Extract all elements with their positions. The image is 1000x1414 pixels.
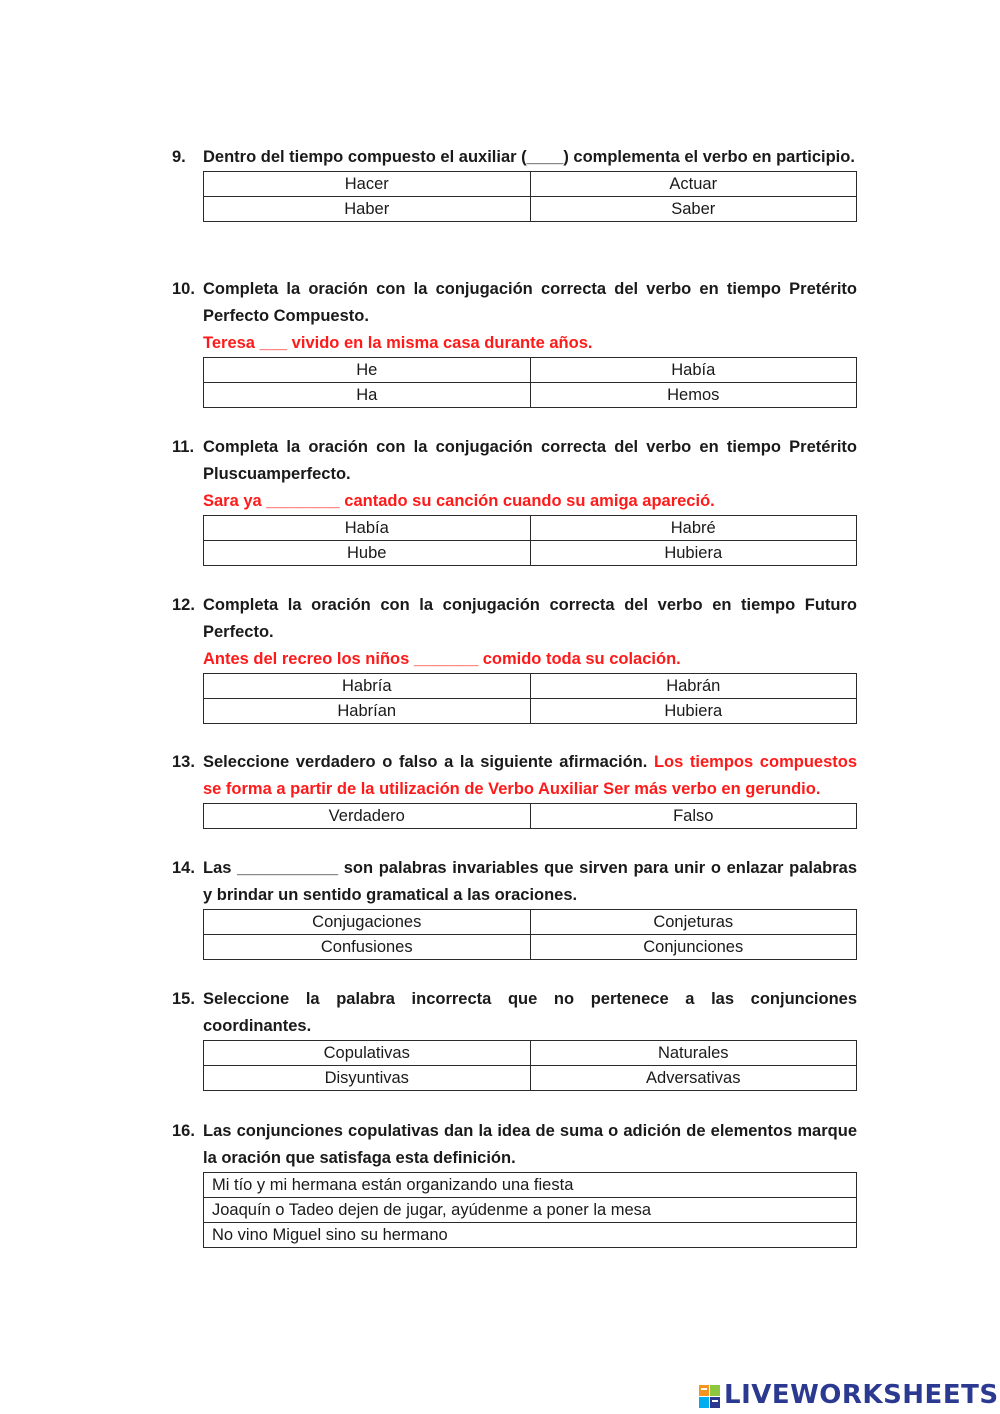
option-true[interactable]: Verdadero	[204, 804, 531, 829]
option[interactable]: Hemos	[530, 383, 857, 408]
option[interactable]: Habría	[204, 674, 531, 699]
question-number: 15.	[172, 990, 195, 1008]
table-row	[204, 1173, 857, 1198]
question-11	[172, 434, 857, 566]
question-15	[172, 986, 857, 1091]
worksheet-logo-icon	[698, 1381, 722, 1409]
question-number: 11.	[172, 438, 195, 456]
table-row	[204, 674, 857, 699]
option[interactable]: He	[204, 358, 531, 383]
question-text: Las ___________ son palabras invariables que sirven para unir o enlazar palabras y brindar un sentido gramatical a las oraciones.	[203, 859, 857, 904]
question-text: Seleccione verdadero o falso a la siguiente afirmación.	[203, 753, 648, 771]
question-12	[172, 592, 857, 724]
question-14	[172, 855, 857, 960]
option[interactable]: Habré	[530, 516, 857, 541]
table-row	[204, 935, 857, 960]
question-statement: Los tiempos compuestos se forma a partir de la utilización de Verbo Auxiliar Ser más verbo en gerundio.	[203, 753, 857, 798]
question-number: 14.	[172, 859, 195, 877]
table-row	[204, 383, 857, 408]
table-row	[204, 804, 857, 829]
table-row	[204, 358, 857, 383]
table-row	[204, 1066, 857, 1091]
option[interactable]: Habrán	[530, 674, 857, 699]
question-13	[172, 749, 857, 829]
question-9	[172, 144, 857, 222]
option-false[interactable]: Falso	[530, 804, 857, 829]
option[interactable]: Confusiones	[204, 935, 531, 960]
option[interactable]: Habrían	[204, 699, 531, 724]
question-sentence: Antes del recreo los niños _______ comido toda su colación.	[203, 650, 681, 668]
question-number: 13.	[172, 753, 195, 771]
option[interactable]: Mi tío y mi hermana están organizando una fiesta	[204, 1173, 857, 1198]
option[interactable]: No vino Miguel sino su hermano	[204, 1223, 857, 1248]
question-sentence: Teresa ___ vivido en la misma casa durante años.	[203, 334, 593, 352]
option[interactable]: Haber	[204, 197, 531, 222]
table-row	[204, 699, 857, 724]
option[interactable]: Saber	[530, 197, 857, 222]
options-table	[203, 1040, 857, 1091]
table-row	[204, 172, 857, 197]
options-table	[203, 803, 857, 829]
question-16	[172, 1118, 857, 1248]
logo-text: LIVEWORKSHEETS	[724, 1380, 999, 1410]
option[interactable]: Conjunciones	[530, 935, 857, 960]
option[interactable]: Copulativas	[204, 1041, 531, 1066]
option[interactable]: Conjugaciones	[204, 910, 531, 935]
option[interactable]: Conjeturas	[530, 910, 857, 935]
question-number: 12.	[172, 596, 195, 614]
table-row	[204, 1198, 857, 1223]
option[interactable]: Hubiera	[530, 699, 857, 724]
question-text: Las conjunciones copulativas dan la idea de suma o adición de elementos marque la oración que satisfaga esta definición.	[203, 1122, 857, 1167]
option[interactable]: Había	[530, 358, 857, 383]
option[interactable]: Adversativas	[530, 1066, 857, 1091]
options-table	[203, 357, 857, 408]
question-sentence: Sara ya ________ cantado su canción cuando su amiga apareció.	[203, 492, 715, 510]
table-row	[204, 197, 857, 222]
question-number: 9.	[172, 148, 186, 166]
question-text: Dentro del tiempo compuesto el auxiliar (____) complementa el verbo en participio.	[203, 148, 855, 166]
table-row	[204, 516, 857, 541]
table-row	[204, 910, 857, 935]
question-number: 16.	[172, 1122, 195, 1140]
options-table	[203, 673, 857, 724]
option[interactable]: Disyuntivas	[204, 1066, 531, 1091]
option[interactable]: Hacer	[204, 172, 531, 197]
option[interactable]: Hube	[204, 541, 531, 566]
liveworksheets-logo	[698, 1378, 999, 1412]
option[interactable]: Actuar	[530, 172, 857, 197]
question-text: Completa la oración con la conjugación correcta del verbo en tiempo Pretérito Pluscuamperfecto.	[203, 438, 857, 483]
option[interactable]: Ha	[204, 383, 531, 408]
option[interactable]: Hubiera	[530, 541, 857, 566]
options-table	[203, 515, 857, 566]
option[interactable]: Joaquín o Tadeo dejen de jugar, ayúdenme a poner la mesa	[204, 1198, 857, 1223]
question-text: Completa la oración con la conjugación correcta del verbo en tiempo Futuro Perfecto.	[203, 596, 857, 641]
option[interactable]: Naturales	[530, 1041, 857, 1066]
table-row	[204, 1223, 857, 1248]
options-table	[203, 909, 857, 960]
options-table	[203, 1172, 857, 1248]
options-table	[203, 171, 857, 222]
question-10	[172, 276, 857, 408]
table-row	[204, 541, 857, 566]
question-text: Completa la oración con la conjugación correcta del verbo en tiempo Pretérito Perfecto Compuesto.	[203, 280, 857, 325]
option[interactable]: Había	[204, 516, 531, 541]
question-number: 10.	[172, 280, 195, 298]
question-text: Seleccione la palabra incorrecta que no pertenece a las conjunciones coordinantes.	[203, 990, 857, 1035]
table-row	[204, 1041, 857, 1066]
